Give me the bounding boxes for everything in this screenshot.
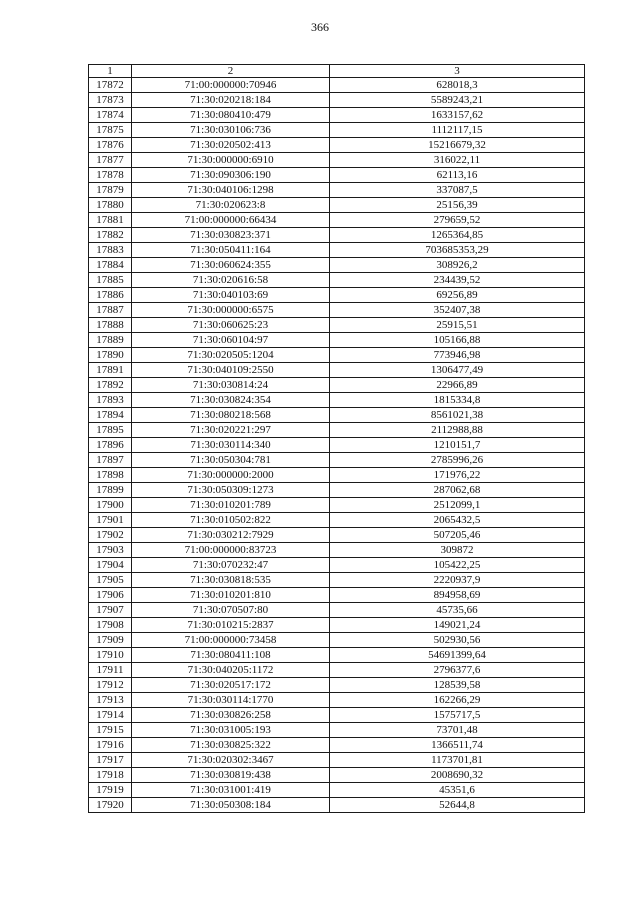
row-number-cell: 17896 (89, 438, 132, 453)
row-number-cell: 17894 (89, 408, 132, 423)
cadastral-number-cell: 71:30:030114:1770 (132, 693, 330, 708)
table-row (89, 123, 585, 138)
row-number-cell: 17877 (89, 153, 132, 168)
table-row (89, 408, 585, 423)
cadastral-number-cell: 71:30:040205:1172 (132, 663, 330, 678)
row-number-cell: 17917 (89, 753, 132, 768)
row-number-cell: 17906 (89, 588, 132, 603)
table-row (89, 108, 585, 123)
table-row (89, 543, 585, 558)
value-cell: 105166,88 (330, 333, 585, 348)
table-row (89, 243, 585, 258)
cadastral-number-cell: 71:30:030818:535 (132, 573, 330, 588)
table-row (89, 453, 585, 468)
value-cell: 162266,29 (330, 693, 585, 708)
cadastral-number-cell: 71:30:030114:340 (132, 438, 330, 453)
row-number-cell: 17899 (89, 483, 132, 498)
value-cell: 316022,11 (330, 153, 585, 168)
table-row (89, 723, 585, 738)
row-number-cell: 17888 (89, 318, 132, 333)
table-row (89, 333, 585, 348)
row-number-cell: 17915 (89, 723, 132, 738)
table-row (89, 633, 585, 648)
value-cell: 128539,58 (330, 678, 585, 693)
row-number-cell: 17880 (89, 198, 132, 213)
row-number-cell: 17884 (89, 258, 132, 273)
row-number-cell: 17910 (89, 648, 132, 663)
table-body (89, 78, 585, 813)
table-row (89, 198, 585, 213)
table-row (89, 168, 585, 183)
cadastral-number-cell: 71:30:000000:2000 (132, 468, 330, 483)
table-row (89, 768, 585, 783)
row-number-cell: 17875 (89, 123, 132, 138)
value-cell: 25915,51 (330, 318, 585, 333)
table-row (89, 798, 585, 813)
table-row (89, 288, 585, 303)
value-cell: 2796377,6 (330, 663, 585, 678)
cadastral-number-cell: 71:30:020505:1204 (132, 348, 330, 363)
value-cell: 337087,5 (330, 183, 585, 198)
value-cell: 1815334,8 (330, 393, 585, 408)
table-row (89, 513, 585, 528)
value-cell: 2785996,26 (330, 453, 585, 468)
cadastral-number-cell: 71:30:040106:1298 (132, 183, 330, 198)
row-number-cell: 17873 (89, 93, 132, 108)
cadastral-number-cell: 71:00:000000:66434 (132, 213, 330, 228)
cadastral-number-cell: 71:30:020623:8 (132, 198, 330, 213)
row-number-cell: 17890 (89, 348, 132, 363)
row-number-cell: 17912 (89, 678, 132, 693)
row-number-cell: 17905 (89, 573, 132, 588)
value-cell: 8561021,38 (330, 408, 585, 423)
value-cell: 1265364,85 (330, 228, 585, 243)
cadastral-number-cell: 71:30:031001:419 (132, 783, 330, 798)
table-row (89, 363, 585, 378)
row-number-cell: 17874 (89, 108, 132, 123)
table-row (89, 303, 585, 318)
cadastral-number-cell: 71:30:030212:7929 (132, 528, 330, 543)
row-number-cell: 17916 (89, 738, 132, 753)
row-number-cell: 17876 (89, 138, 132, 153)
cadastral-number-cell: 71:30:000000:6575 (132, 303, 330, 318)
value-cell: 894958,69 (330, 588, 585, 603)
cadastral-number-cell: 71:30:060625:23 (132, 318, 330, 333)
row-number-cell: 17892 (89, 378, 132, 393)
value-cell: 352407,38 (330, 303, 585, 318)
table-row (89, 558, 585, 573)
cadastral-number-cell: 71:30:020221:297 (132, 423, 330, 438)
row-number-cell: 17919 (89, 783, 132, 798)
table-row (89, 258, 585, 273)
value-cell: 234439,52 (330, 273, 585, 288)
column-header-2: 2 (132, 65, 330, 78)
cadastral-number-cell: 71:30:020502:413 (132, 138, 330, 153)
cadastral-number-cell: 71:30:030826:258 (132, 708, 330, 723)
document-sheet (88, 64, 584, 813)
value-cell: 171976,22 (330, 468, 585, 483)
row-number-cell: 17911 (89, 663, 132, 678)
cadastral-number-cell: 71:30:080218:568 (132, 408, 330, 423)
cadastral-number-cell: 71:30:000000:6910 (132, 153, 330, 168)
value-cell: 308926,2 (330, 258, 585, 273)
value-cell: 309872 (330, 543, 585, 558)
cadastral-number-cell: 71:30:050411:164 (132, 243, 330, 258)
table-row (89, 738, 585, 753)
cadastral-number-cell: 71:00:000000:73458 (132, 633, 330, 648)
value-cell: 2220937,9 (330, 573, 585, 588)
value-cell: 5589243,21 (330, 93, 585, 108)
table-row (89, 438, 585, 453)
cadastral-number-cell: 71:30:080410:479 (132, 108, 330, 123)
cadastral-number-cell: 71:30:080411:108 (132, 648, 330, 663)
table-header-row (89, 65, 585, 78)
table-row (89, 393, 585, 408)
value-cell: 1173701,81 (330, 753, 585, 768)
row-number-cell: 17903 (89, 543, 132, 558)
value-cell: 1575717,5 (330, 708, 585, 723)
table-row (89, 603, 585, 618)
row-number-cell: 17918 (89, 768, 132, 783)
table-row (89, 423, 585, 438)
table-row (89, 483, 585, 498)
cadastral-number-cell: 71:30:050309:1273 (132, 483, 330, 498)
row-number-cell: 17909 (89, 633, 132, 648)
table-row (89, 588, 585, 603)
row-number-cell: 17907 (89, 603, 132, 618)
value-cell: 45735,66 (330, 603, 585, 618)
cadastral-number-cell: 71:30:020218:184 (132, 93, 330, 108)
table-row (89, 498, 585, 513)
cadastral-number-cell: 71:30:010215:2837 (132, 618, 330, 633)
value-cell: 1633157,62 (330, 108, 585, 123)
cadastral-number-cell: 71:30:020302:3467 (132, 753, 330, 768)
cadastral-number-cell: 71:30:090306:190 (132, 168, 330, 183)
value-cell: 502930,56 (330, 633, 585, 648)
table-row (89, 708, 585, 723)
table-row (89, 678, 585, 693)
row-number-cell: 17887 (89, 303, 132, 318)
row-number-cell: 17920 (89, 798, 132, 813)
value-cell: 2112988,88 (330, 423, 585, 438)
cadastral-number-cell: 71:30:030814:24 (132, 378, 330, 393)
cadastral-number-cell: 71:00:000000:83723 (132, 543, 330, 558)
data-table (88, 64, 585, 813)
row-number-cell: 17881 (89, 213, 132, 228)
table-row (89, 138, 585, 153)
row-number-cell: 17889 (89, 333, 132, 348)
table-row (89, 468, 585, 483)
cadastral-number-cell: 71:30:050308:184 (132, 798, 330, 813)
row-number-cell: 17898 (89, 468, 132, 483)
row-number-cell: 17914 (89, 708, 132, 723)
cadastral-number-cell: 71:30:010201:810 (132, 588, 330, 603)
cadastral-number-cell: 71:30:020616:58 (132, 273, 330, 288)
value-cell: 62113,16 (330, 168, 585, 183)
value-cell: 25156,39 (330, 198, 585, 213)
page-number: 366 (311, 20, 329, 34)
column-header-3: 3 (330, 65, 585, 78)
row-number-cell: 17902 (89, 528, 132, 543)
table-row (89, 648, 585, 663)
value-cell: 105422,25 (330, 558, 585, 573)
table-row (89, 693, 585, 708)
value-cell: 628018,3 (330, 78, 585, 93)
cadastral-number-cell: 71:30:040103:69 (132, 288, 330, 303)
value-cell: 773946,98 (330, 348, 585, 363)
table-row (89, 783, 585, 798)
table-row (89, 183, 585, 198)
cadastral-number-cell: 71:30:010502:822 (132, 513, 330, 528)
cadastral-number-cell: 71:00:000000:70946 (132, 78, 330, 93)
value-cell: 287062,68 (330, 483, 585, 498)
table-row (89, 318, 585, 333)
row-number-cell: 17883 (89, 243, 132, 258)
table-row (89, 753, 585, 768)
table-row (89, 153, 585, 168)
value-cell: 45351,6 (330, 783, 585, 798)
table-row (89, 228, 585, 243)
value-cell: 507205,46 (330, 528, 585, 543)
cadastral-number-cell: 71:30:030825:322 (132, 738, 330, 753)
value-cell: 52644,8 (330, 798, 585, 813)
cadastral-number-cell: 71:30:060104:97 (132, 333, 330, 348)
table-row (89, 573, 585, 588)
cadastral-number-cell: 71:30:030106:736 (132, 123, 330, 138)
cadastral-number-cell: 71:30:040109:2550 (132, 363, 330, 378)
value-cell: 15216679,32 (330, 138, 585, 153)
value-cell: 69256,89 (330, 288, 585, 303)
table-row (89, 273, 585, 288)
cadastral-number-cell: 71:30:031005:193 (132, 723, 330, 738)
row-number-cell: 17904 (89, 558, 132, 573)
column-header-1: 1 (89, 65, 132, 78)
value-cell: 54691399,64 (330, 648, 585, 663)
row-number-cell: 17913 (89, 693, 132, 708)
cadastral-number-cell: 71:30:030819:438 (132, 768, 330, 783)
value-cell: 2512099,1 (330, 498, 585, 513)
cadastral-number-cell: 71:30:060624:355 (132, 258, 330, 273)
cadastral-number-cell: 71:30:010201:789 (132, 498, 330, 513)
row-number-cell: 17908 (89, 618, 132, 633)
cadastral-number-cell: 71:30:020517:172 (132, 678, 330, 693)
table-row (89, 378, 585, 393)
row-number-cell: 17895 (89, 423, 132, 438)
value-cell: 1306477,49 (330, 363, 585, 378)
table-row (89, 528, 585, 543)
table-row (89, 213, 585, 228)
row-number-cell: 17872 (89, 78, 132, 93)
row-number-cell: 17878 (89, 168, 132, 183)
value-cell: 149021,24 (330, 618, 585, 633)
cadastral-number-cell: 71:30:070232:47 (132, 558, 330, 573)
row-number-cell: 17897 (89, 453, 132, 468)
table-row (89, 663, 585, 678)
table-row (89, 78, 585, 93)
row-number-cell: 17891 (89, 363, 132, 378)
row-number-cell: 17885 (89, 273, 132, 288)
cadastral-number-cell: 71:30:070507:80 (132, 603, 330, 618)
table-row (89, 93, 585, 108)
value-cell: 279659,52 (330, 213, 585, 228)
value-cell: 2065432,5 (330, 513, 585, 528)
value-cell: 22966,89 (330, 378, 585, 393)
value-cell: 703685353,29 (330, 243, 585, 258)
row-number-cell: 17882 (89, 228, 132, 243)
cadastral-number-cell: 71:30:050304:781 (132, 453, 330, 468)
value-cell: 1210151,7 (330, 438, 585, 453)
value-cell: 1112117,15 (330, 123, 585, 138)
row-number-cell: 17893 (89, 393, 132, 408)
row-number-cell: 17901 (89, 513, 132, 528)
cadastral-number-cell: 71:30:030824:354 (132, 393, 330, 408)
row-number-cell: 17900 (89, 498, 132, 513)
value-cell: 1366511,74 (330, 738, 585, 753)
value-cell: 2008690,32 (330, 768, 585, 783)
row-number-cell: 17879 (89, 183, 132, 198)
cadastral-number-cell: 71:30:030823:371 (132, 228, 330, 243)
value-cell: 73701,48 (330, 723, 585, 738)
row-number-cell: 17886 (89, 288, 132, 303)
table-row (89, 618, 585, 633)
table-row (89, 348, 585, 363)
